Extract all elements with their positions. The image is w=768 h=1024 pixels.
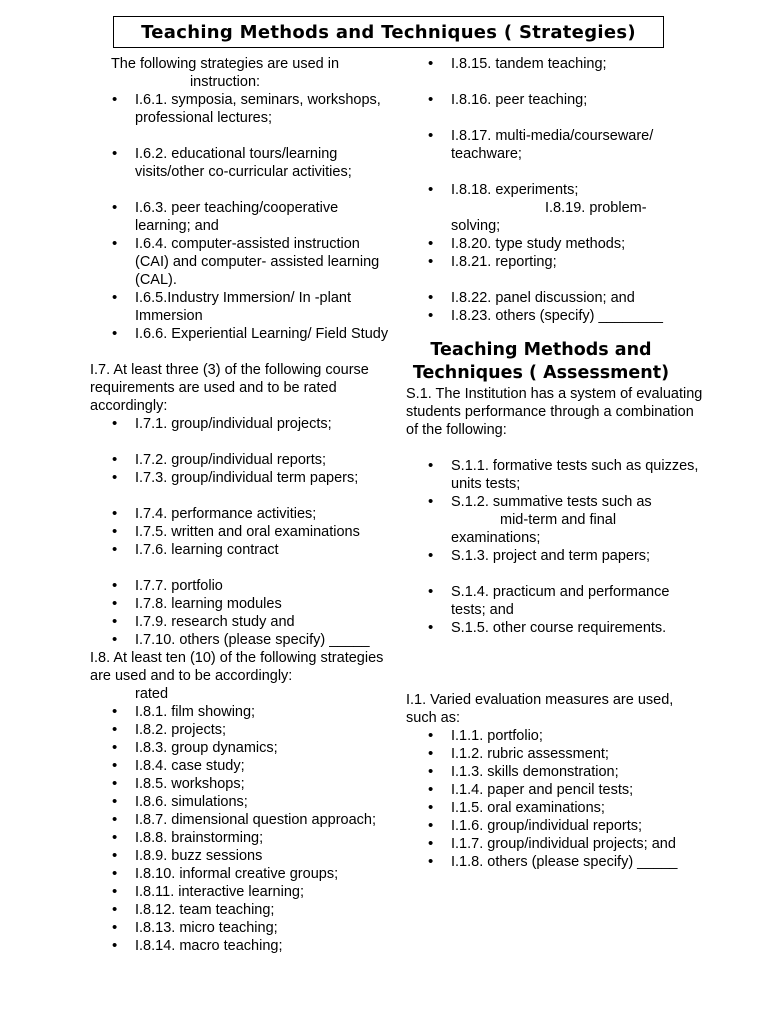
list-item: • I.7.7. portfolio (90, 577, 390, 595)
list-item: • I.8.18. experiments; (406, 181, 706, 199)
list-item: • I.8.22. panel discussion; and (406, 289, 706, 307)
list-item: • I.7.9. research study and (90, 613, 390, 631)
list-item: • I.7.1. group/individual projects; (90, 415, 390, 433)
list-item: • I.1.1. portfolio; (406, 727, 706, 745)
list-item: • I.7.4. performance activities; (90, 505, 390, 523)
list-item: • I.6.5.Industry Immersion/ In -plant Immersion (90, 289, 390, 325)
list-item: • I.6.3. peer teaching/cooperative learning; and (90, 199, 390, 235)
list-item: • I.8.10. informal creative groups; (90, 865, 390, 883)
list-item: • I.8.14. macro teaching; (90, 937, 390, 955)
list-item: • I.8.7. dimensional question approach; (90, 811, 390, 829)
list-item-continuation: solving; (451, 218, 501, 234)
list-item: • I.1.7. group/individual projects; and (406, 835, 706, 853)
list-item: • I.8.5. workshops; (90, 775, 390, 793)
list-item: • S.1.5. other course requirements. (406, 619, 706, 637)
list-item: • S.1.4. practicum and performance tests; and (406, 583, 706, 619)
list-item: • I.8.9. buzz sessions (90, 847, 390, 865)
i8-heading: I.8. At least ten (10) of the following strategies are used and to be accordingly: (90, 650, 384, 684)
list-item-continuation: I.8.19. problem- (545, 200, 647, 216)
list-item: • I.6.6. Experiential Learning/ Field Study (90, 325, 390, 343)
list-item: • I.8.23. others (specify) ________ (406, 307, 706, 325)
list-item: • I.8.1. film showing; (90, 703, 390, 721)
list-item: • I.7.5. written and oral examinations (90, 523, 390, 541)
list-item: • I.8.3. group dynamics; (90, 739, 390, 757)
list-item: • I.1.8. others (please specify) _____ (406, 853, 706, 871)
list-item: • S.1.2. summative tests such as (406, 493, 706, 511)
list-item: • I.8.20. type study methods; (406, 235, 706, 253)
list-item: • I.1.4. paper and pencil tests; (406, 781, 706, 799)
i1-list (406, 727, 706, 871)
list-item: • I.8.21. reporting; (406, 253, 706, 271)
list-item: • I.6.2. educational tours/learning visits/other co-curricular activities; (90, 145, 390, 181)
list-item-continuation: examinations; (451, 530, 541, 546)
list-item: • I.1.5. oral examinations; (406, 799, 706, 817)
list-item: • I.6.4. computer-assisted instruction (CAI) and computer- assisted learning (CAL). (90, 235, 390, 289)
i1-heading: I.1. Varied evaluation measures are used, such as: (406, 692, 674, 726)
list-item: • S.1.3. project and term papers; (406, 547, 706, 565)
i8-rated-text: rated (135, 686, 169, 702)
list-item: • I.1.6. group/individual reports; (406, 817, 706, 835)
list-item: • I.1.2. rubric assessment; (406, 745, 706, 763)
right-column (406, 55, 706, 871)
list-item: • I.8.6. simulations; (90, 793, 390, 811)
list-item: • S.1.1. formative tests such as quizzes, units tests; (406, 457, 706, 493)
list-item: • I.8.13. micro teaching; (90, 919, 390, 937)
list-item: • I.8.12. team teaching; (90, 901, 390, 919)
list-item: • I.8.2. projects; (90, 721, 390, 739)
list-item: • I.8.16. peer teaching; (406, 91, 706, 109)
s1-list (406, 457, 706, 637)
list-item: • I.8.11. interactive learning; (90, 883, 390, 901)
left-column (90, 55, 390, 955)
assessment-heading: Teaching Methods and Techniques ( Assessment) (412, 340, 670, 383)
list-item: • I.8.8. brainstorming; (90, 829, 390, 847)
list-item: • I.7.2. group/individual reports; (90, 451, 390, 469)
list-item: • I.7.8. learning modules (90, 595, 390, 613)
list-item: • I.8.17. multi-media/courseware/ teachware; (406, 127, 706, 163)
list-item: • I.1.3. skills demonstration; (406, 763, 706, 781)
i6-list (90, 91, 390, 343)
list-item-continuation: mid-term and final (500, 512, 617, 528)
list-item: • I.8.4. case study; (90, 757, 390, 775)
list-item: • I.7.10. others (please specify) _____ (90, 631, 390, 649)
list-item: • I.6.1. symposia, seminars, workshops, professional lectures; (90, 91, 390, 127)
list-item: • I.7.3. group/individual term papers; (90, 469, 390, 487)
s1-heading: S.1. The Institution has a system of evaluating students performance through a combination of the following: (406, 386, 703, 438)
list-item: • I.7.6. learning contract (90, 541, 390, 559)
list-item: • I.8.15. tandem teaching; (406, 55, 706, 73)
i7-heading: I.7. At least three (3) of the following course requirements are used and to be rated accordingly: (90, 362, 369, 414)
strategies-intro: The following strategies are used in instruction: (110, 56, 340, 90)
i7-list (90, 415, 390, 649)
document-title: Teaching Methods and Techniques ( Strategies) (113, 16, 664, 48)
i8-continued-list (406, 55, 706, 325)
i8-list (90, 703, 390, 955)
